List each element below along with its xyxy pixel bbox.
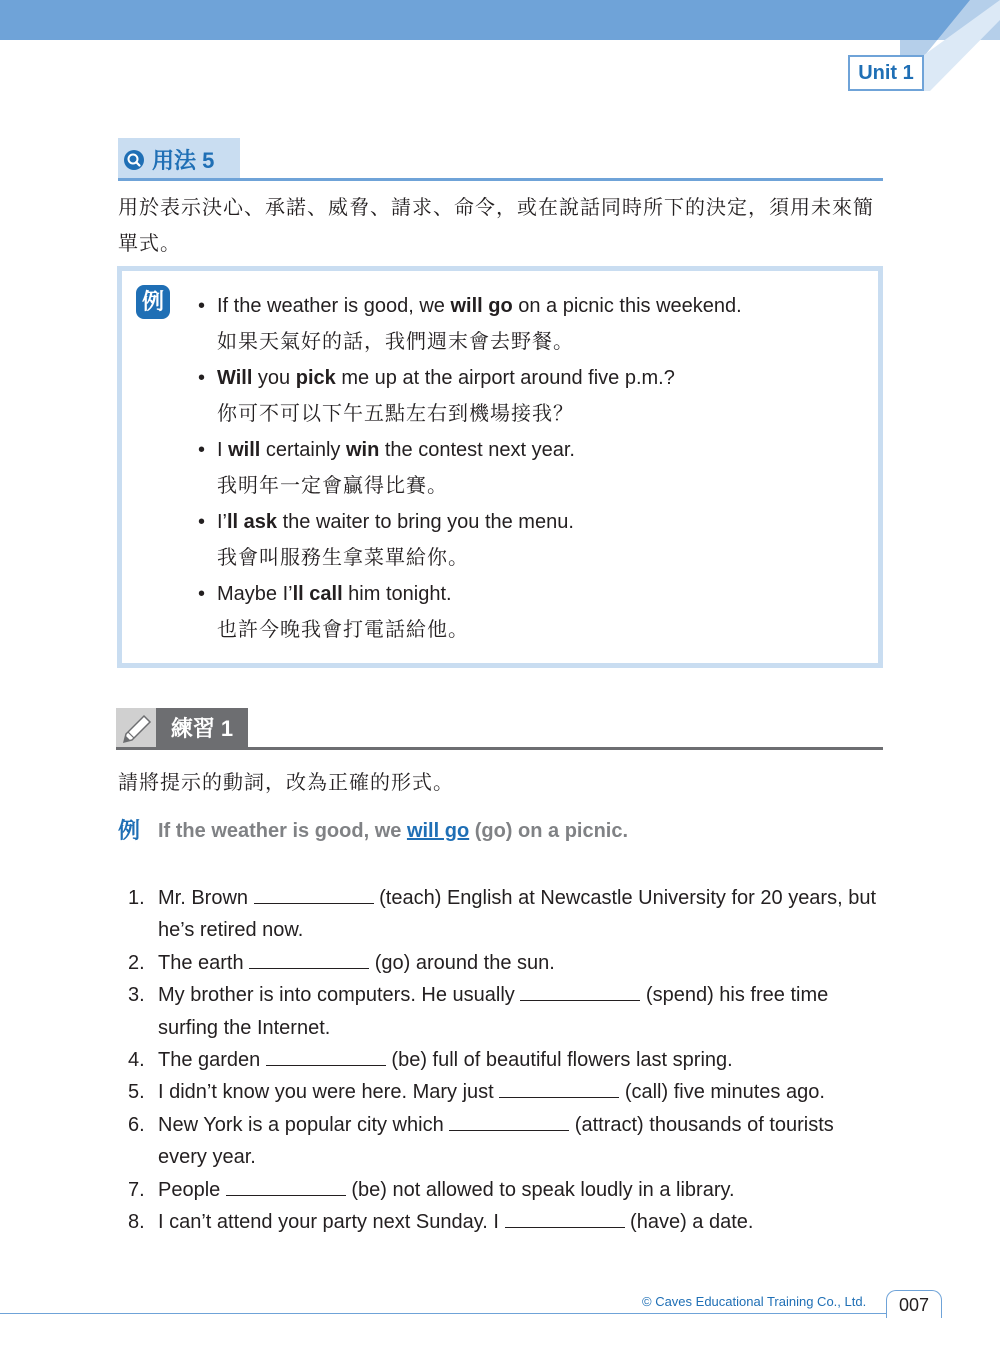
example-chinese: 你可不可以下午五點左右到機場接我？ [217, 403, 574, 425]
bullet-icon: • [198, 295, 206, 317]
example-chinese: 也許今晚我會打電話給他。 [217, 619, 469, 641]
example-english [217, 504, 858, 540]
sentence-text: I’ [217, 511, 227, 533]
example-english [217, 288, 858, 324]
bullet-icon: • [198, 367, 206, 389]
sentence-text: the contest next year. [379, 439, 575, 461]
question-item [118, 947, 878, 979]
question-text-before: Mr. Brown [158, 887, 254, 909]
question-number: 7. [128, 1178, 145, 1201]
answer-blank[interactable] [226, 1177, 346, 1196]
emphasis-text: pick [295, 367, 336, 389]
question-text-after: (go) around the sun. [369, 951, 555, 974]
answer-blank[interactable] [520, 982, 640, 1001]
example-item [198, 432, 858, 504]
usage-heading-rule [118, 178, 883, 181]
question-number: 1. [128, 887, 145, 909]
question-number: 4. [128, 1049, 145, 1072]
sentence-text: you [252, 367, 296, 389]
answer-blank[interactable] [499, 1079, 619, 1098]
bullet-icon: • [198, 511, 206, 533]
practice-example [158, 815, 628, 847]
bullet-icon: • [198, 439, 206, 461]
question-number: 2. [128, 951, 145, 974]
example-item [198, 360, 858, 432]
footer-rule [0, 1313, 886, 1314]
question-text-before: I didn’t know you were here. Mary just [158, 1081, 500, 1104]
question-item [118, 1044, 878, 1076]
question-text-after: (have) a date. [624, 1211, 754, 1234]
answer-blank[interactable] [449, 1112, 569, 1131]
question-text-after: (be) not allowed to speak loudly in a library. [345, 1178, 735, 1201]
question-number: 3. [128, 984, 145, 1007]
example-item [198, 288, 858, 360]
sentence-text: the waiter to bring you the menu. [277, 511, 574, 533]
usage-description: 用於表示決心、承諾、威脅、請求、命令，或在說話同時所下的決定，須用未來簡單式。 [118, 197, 874, 255]
sentence-text: on a picnic this weekend. [512, 295, 742, 317]
sentence-text: me up at the airport around five p.m.? [335, 367, 675, 389]
emphasis-text: will [228, 439, 261, 461]
bullet-icon: • [198, 583, 206, 605]
example-english [217, 360, 858, 396]
example-item [198, 576, 858, 648]
pencil-icon [116, 708, 156, 750]
question-text-after: (call) five minutes ago. [619, 1081, 825, 1104]
practice-example-mark: 例 [118, 818, 141, 843]
question-text-before: The earth [158, 951, 250, 974]
emphasis-text: ll call [292, 583, 343, 605]
question-text-after: (be) full of beautiful flowers last spring. [385, 1049, 733, 1072]
question-number: 8. [128, 1211, 145, 1234]
question-text-before: People [158, 1178, 226, 1201]
example-english [217, 432, 858, 468]
answer-blank[interactable] [505, 1209, 625, 1228]
question-text-before: The garden [158, 1049, 266, 1072]
question-item [118, 1076, 878, 1108]
question-item [118, 1174, 878, 1206]
example-text-after: (go) on a picnic. [469, 820, 629, 842]
unit-label: Unit 1 [848, 55, 924, 91]
practice-heading-rule [116, 747, 883, 750]
emphasis-text: Will [217, 367, 253, 389]
question-text-after: (attract) thousands of tourists every year. [158, 1113, 834, 1169]
sentence-text: certainly [260, 439, 346, 461]
answer-blank[interactable] [249, 950, 369, 969]
question-item [118, 1206, 878, 1238]
question-item [118, 882, 878, 947]
question-list [118, 882, 878, 1238]
sentence-text: Maybe I’ [217, 583, 293, 605]
example-chinese: 我明年一定會贏得比賽。 [217, 475, 448, 497]
example-answer: will go [406, 820, 470, 842]
question-text-before: My brother is into computers. He usually [158, 984, 521, 1007]
question-text-before: New York is a popular city which [158, 1113, 450, 1136]
usage-title: 用法 5 [152, 148, 215, 173]
question-number: 6. [128, 1113, 145, 1136]
answer-blank[interactable] [266, 1047, 386, 1066]
sentence-text: I [217, 439, 229, 461]
example-chinese: 如果天氣好的話，我們週末會去野餐。 [217, 331, 574, 353]
magnifier-icon [124, 150, 144, 170]
practice-instruction: 請將提示的動詞，改為正確的形式。 [118, 772, 454, 794]
example-list [198, 288, 858, 648]
example-badge: 例 [136, 285, 170, 319]
example-item [198, 504, 858, 576]
question-text-after: (spend) his free time surfing the Internet. [158, 984, 829, 1039]
sentence-text: him tonight. [342, 583, 452, 605]
example-text-before: If the weather is good, we [158, 820, 407, 842]
sentence-text: If the weather is good, we [217, 295, 451, 317]
practice-title: 練習 1 [156, 708, 248, 750]
emphasis-text: win [345, 439, 380, 461]
emphasis-text: will go [450, 295, 513, 317]
question-text-after: (teach) English at Newcastle University for 20 years, but he’s retired now. [158, 887, 877, 942]
answer-blank[interactable] [254, 885, 374, 904]
example-chinese: 我會叫服務生拿菜單給你。 [217, 547, 469, 569]
emphasis-text: ll ask [227, 511, 278, 533]
example-english [217, 576, 858, 612]
question-item [118, 1109, 878, 1174]
question-number: 5. [128, 1081, 145, 1104]
question-text-before: I can’t attend your party next Sunday. I [158, 1211, 505, 1234]
question-item [118, 979, 878, 1044]
page-number: 007 [886, 1290, 942, 1318]
footer-copyright: © Caves Educational Training Co., Ltd. [642, 1294, 867, 1309]
